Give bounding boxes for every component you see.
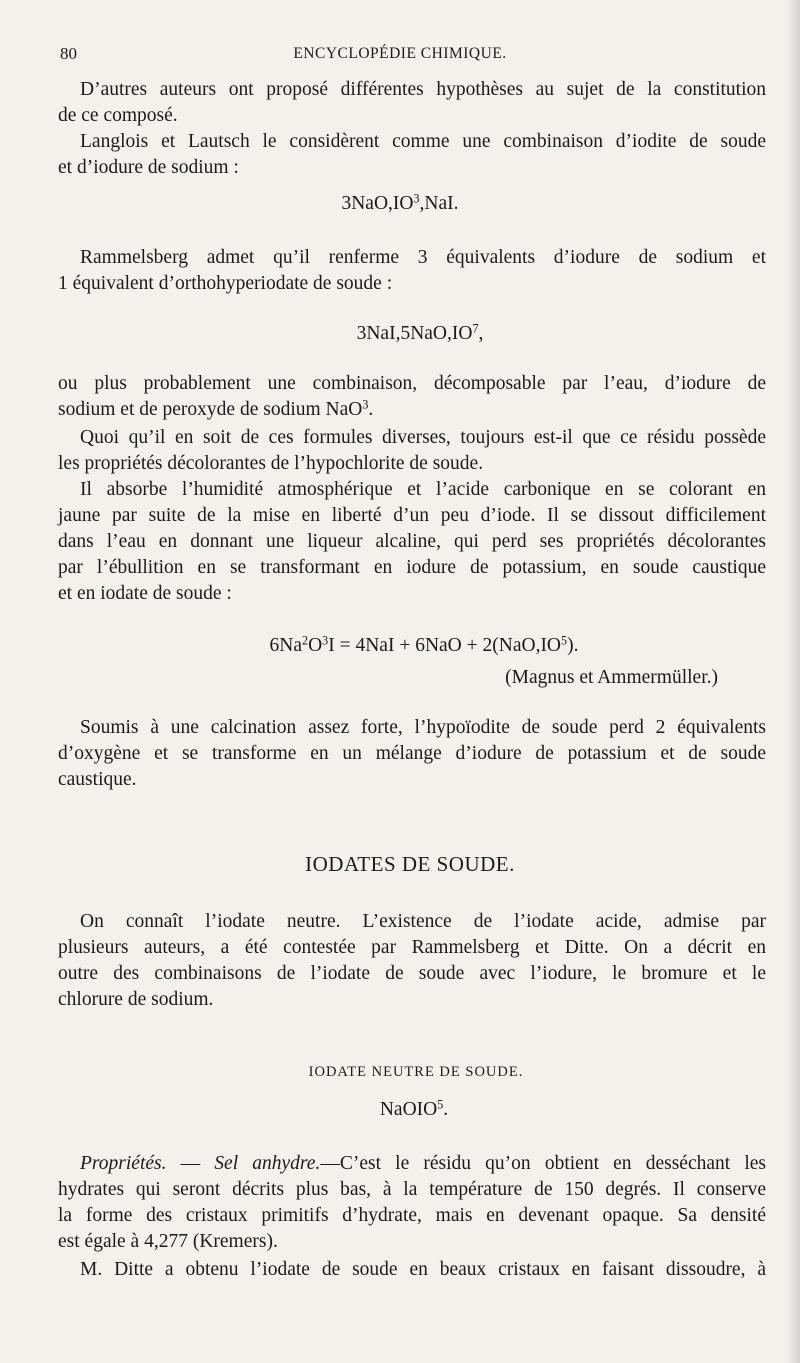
paragraph-line: la forme des cristaux primitifs d’hydrate, mais en devenant opaque. Sa densité: [58, 1205, 766, 1226]
formula-superscript: 3: [362, 397, 369, 412]
chemical-equation: [0, 634, 800, 658]
text-run: —: [166, 1153, 215, 1174]
paragraph-line: ou plus probablement une combinaison, décomposable par l’eau, d’iodure de: [58, 373, 766, 394]
formula: [0, 192, 800, 216]
paragraph-line: Quoi qu’il en soit de ces formules diverses, toujours est-il que ce résidu possède: [80, 427, 766, 448]
subsection-title: IODATE NEUTRE DE SOUDE.: [308, 1064, 524, 1080]
page-edge-shadow: [786, 0, 800, 1363]
formula-text: ,NaI.: [419, 193, 459, 214]
paragraph-line: jaune par suite de la mise en liberté d’un peu d’iode. Il se dissout difficilement: [58, 505, 766, 526]
paragraph-line: les propriétés décolorantes de l’hypochlorite de soude.: [58, 453, 484, 474]
italic-label: Sel anhydre.: [214, 1153, 321, 1174]
formula: [0, 1098, 800, 1122]
paragraph-line: caustique.: [58, 769, 137, 790]
formula-superscript: 7: [472, 321, 479, 336]
paragraph-line: [80, 1152, 766, 1176]
text-run: C’est le résidu qu’on obtient en desséchant les: [339, 1153, 766, 1174]
formula-text: 3NaI,5NaO,IO: [356, 323, 473, 344]
paragraph-line: chlorure de sodium.: [58, 989, 214, 1010]
paragraph-line: est égale à 4,277 (Kremers).: [58, 1231, 278, 1252]
paragraph-line: Rammelsberg admet qu’il renferme 3 équivalents d’iodure de sodium et: [80, 247, 766, 268]
formula-superscript: 5: [437, 1097, 444, 1112]
running-title: ENCYCLOPÉDIE CHIMIQUE.: [293, 45, 507, 62]
paragraph-line: hydrates qui seront décrits plus bas, à la température de 150 degrés. Il conserve: [58, 1179, 766, 1200]
paragraph-line: et en iodate de soude :: [58, 583, 232, 604]
equation-text: ).: [567, 635, 579, 656]
paragraph-line: Langlois et Lautsch le considèrent comme une combinaison d’iodite de soude: [80, 131, 766, 152]
paragraph-line: par l’ébullition en se transformant en iodure de potassium, en soude caustique: [58, 557, 766, 578]
formula-text: 3NaO,IO: [341, 193, 414, 214]
formula-superscript: 3: [322, 633, 329, 648]
text-run: .: [368, 399, 374, 420]
formula-text: NaOIO: [379, 1099, 438, 1120]
paragraph-line: 1 équivalent d’orthohyperiodate de soude :: [58, 273, 393, 294]
formula-superscript: 2: [302, 633, 309, 648]
paragraph-line: de ce composé.: [58, 105, 178, 126]
text-run: sodium et de peroxyde de sodium NaO: [58, 399, 363, 420]
section-title: IODATES DE SOUDE.: [305, 852, 515, 876]
equation-text: O: [308, 635, 323, 656]
formula-text: .: [443, 1099, 449, 1120]
text-run: —: [320, 1153, 340, 1174]
citation: (Magnus et Ammermüller.): [505, 667, 718, 688]
paragraph-line: d’oxygène et se transforme en un mélange d’iodure de potassium et de soude: [58, 743, 766, 764]
paragraph-line: M. Ditte a obtenu l’iodate de soude en beaux cristaux en faisant dissoudre, à: [80, 1259, 766, 1280]
paragraph-line: D’autres auteurs ont proposé différentes hypothèses au sujet de la constitution: [80, 79, 766, 100]
equation-text: I = 4NaI + 6NaO + 2(NaO,IO: [328, 635, 562, 656]
formula: [0, 322, 800, 346]
italic-label: Propriétés.: [80, 1153, 167, 1174]
paragraph-line: dans l’eau en donnant une liqueur alcaline, qui perd ses propriétés décolorantes: [58, 531, 766, 552]
paragraph-line: On connaît l’iodate neutre. L’existence de l’iodate acide, admise par: [80, 911, 766, 932]
paragraph-line: [58, 398, 766, 422]
equation-text: 6Na: [269, 635, 303, 656]
paragraph-line: Il absorbe l’humidité atmosphérique et l’acide carbonique en se colorant en: [80, 479, 766, 500]
formula-superscript: 5: [561, 633, 568, 648]
paragraph-line: Soumis à une calcination assez forte, l’hypoïodite de soude perd 2 équivalents: [80, 717, 766, 738]
page-number: 80: [60, 44, 77, 63]
paragraph-line: et d’iodure de sodium :: [58, 157, 239, 178]
formula-text: ,: [478, 323, 484, 344]
formula-superscript: 3: [413, 191, 420, 206]
paragraph-line: outre des combinaisons de l’iodate de soude avec l’iodure, le bromure et le: [58, 963, 766, 984]
paragraph-line: plusieurs auteurs, a été contestée par Rammelsberg et Ditte. On a décrit en: [58, 937, 766, 958]
